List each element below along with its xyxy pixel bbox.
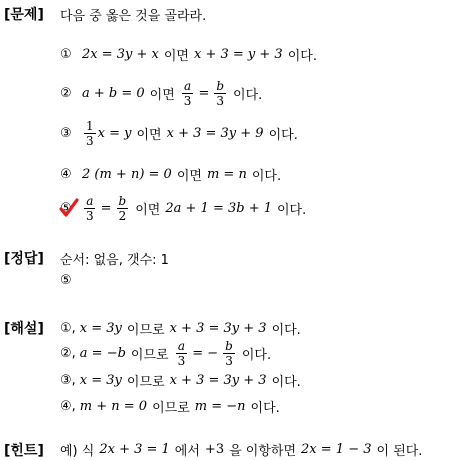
choice-number: ② bbox=[60, 86, 72, 101]
choice-end: 이다. bbox=[233, 88, 263, 103]
fraction: $\frac{a}{3}$ bbox=[183, 79, 192, 108]
choice-end: 이다. bbox=[268, 128, 298, 143]
explanation-line-3: ③, x = 3y 이므로 x + 3 = 3y + 3 이다. bbox=[60, 373, 301, 390]
choice-end: 이다. bbox=[277, 203, 307, 218]
fraction: $\frac{a}{3}$ bbox=[177, 339, 186, 368]
choice-condition: 2x = 3y + x bbox=[82, 47, 159, 62]
choice-result: x + 3 = 3y + 9 bbox=[166, 126, 264, 141]
answer-label: [정답] bbox=[4, 251, 44, 267]
choice-condition: a + b = 0 bbox=[82, 86, 145, 101]
choice-1[interactable] bbox=[60, 45, 317, 64]
fraction: $\frac{a}{3}$ bbox=[86, 194, 94, 223]
answer-order-count: 순서: 없음, 갯수: 1 bbox=[60, 253, 169, 268]
problem-label: [문제] bbox=[4, 7, 44, 23]
choice-condition: x = y bbox=[97, 126, 132, 141]
hint-label: [힌트] bbox=[4, 443, 44, 459]
choice-number: ⑤ bbox=[60, 201, 72, 216]
choice-number: ① bbox=[60, 47, 72, 62]
choice-result: x + 3 = y + 3 bbox=[194, 47, 283, 62]
checkmark-icon bbox=[58, 197, 80, 219]
choice-connector: 이면 bbox=[163, 49, 189, 64]
fraction: $\frac{1}{3}$ bbox=[86, 119, 94, 148]
hint-text: 예) 식 2x + 3 = 1 에서 +3 을 이항하면 2x = 1 − 3 이 된다. bbox=[60, 442, 423, 459]
fraction: $\frac{b}{3}$ bbox=[225, 339, 233, 368]
choice-5[interactable]: ⑤ $\frac{a}{3}$ = $\frac{b}{2}$ 이면 2a + 1 = 3b + 1 이다. bbox=[60, 194, 307, 223]
choice-end: 이다. bbox=[287, 49, 317, 64]
choice-2[interactable]: ② a + b = 0 이면 $\frac{a}{3}$ = $\frac{b}{3}$ 이다. bbox=[60, 79, 263, 108]
explanation-label: [해설] bbox=[4, 321, 44, 337]
choice-connector: 이면 bbox=[149, 88, 175, 103]
choice-result: 2a + 1 = 3b + 1 bbox=[165, 201, 272, 216]
choice-connector: 이면 bbox=[176, 169, 202, 184]
explanation-line-2: ②, a = −b 이므로 $\frac{a}{3}$ = − $\frac{b}{3}$ 이다. bbox=[60, 339, 272, 368]
explanation-line-4: ④, m + n = 0 이므로 m = −n 이다. bbox=[60, 399, 280, 416]
explanation-line-1: ①, x = 3y 이므로 x + 3 = 3y + 3 이다. bbox=[60, 321, 301, 338]
fraction: $\frac{b}{3}$ bbox=[216, 79, 225, 108]
choice-condition: 2 (m + n) = 0 bbox=[82, 167, 172, 182]
choice-number: ④ bbox=[60, 167, 72, 182]
choice-end: 이다. bbox=[251, 169, 282, 184]
choice-connector: 이면 bbox=[135, 203, 161, 218]
choice-3[interactable] bbox=[60, 120, 298, 147]
fraction: $\frac{b}{2}$ bbox=[118, 194, 127, 223]
question-text: 다음 중 옳은 것을 골라라. bbox=[60, 9, 207, 24]
choice-result: m = n bbox=[206, 167, 247, 182]
choice-connector: 이면 bbox=[136, 128, 162, 143]
choice-4[interactable] bbox=[60, 165, 281, 184]
choice-number: ③ bbox=[60, 126, 72, 141]
answer-value: ⑤ bbox=[60, 273, 72, 288]
